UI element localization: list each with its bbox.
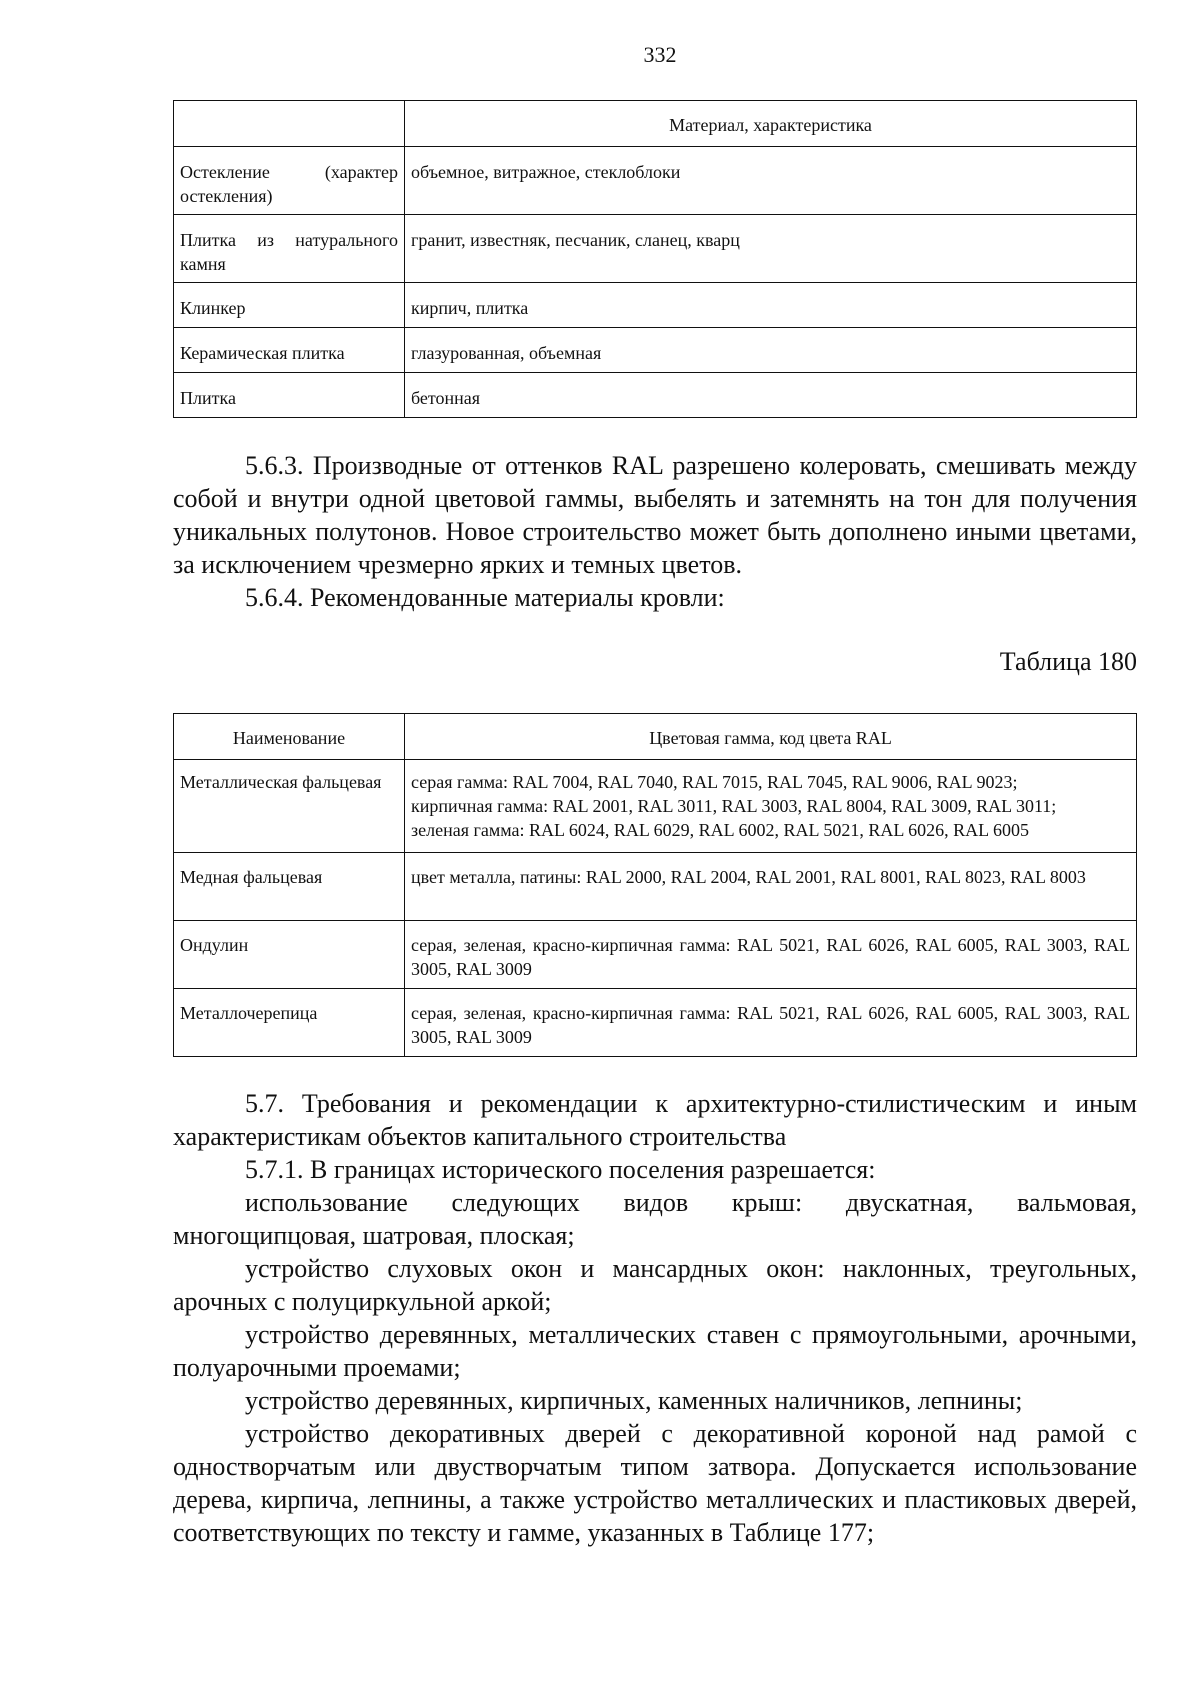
table-header-cell: Наименование xyxy=(174,714,405,760)
roofing-table xyxy=(173,713,1137,1057)
paragraph: 5.7.1. В границах исторического поселения разрешается: xyxy=(245,1155,876,1184)
table-row xyxy=(174,760,1137,853)
page-number: 332 xyxy=(643,42,677,67)
table-row xyxy=(174,215,1137,283)
table-cell-name: Клинкер xyxy=(174,283,405,328)
table-cell-name: Медная фальцевая xyxy=(174,853,405,921)
table-header-cell xyxy=(174,101,405,147)
table-row xyxy=(174,853,1137,921)
table-cell-name xyxy=(174,215,405,283)
cell-line: зеленая гамма: RAL 6024, RAL 6029, RAL 6002, RAL 5021, RAL 6026, RAL 6005 xyxy=(411,820,1029,840)
table-cell-name: Плитка xyxy=(174,373,405,418)
cell-line: серая гамма: RAL 7004, RAL 7040, RAL 7015, RAL 7045, RAL 9006, RAL 9023; xyxy=(411,772,1018,792)
table-row xyxy=(174,989,1137,1057)
table-cell-value: глазурованная, объемная xyxy=(405,328,1137,373)
cell-text: камня xyxy=(180,254,226,274)
table-cell-value: цвет металла, патины: RAL 2000, RAL 2004, RAL 2001, RAL 8001, RAL 8023, RAL 8003 xyxy=(405,853,1137,921)
cell-text: Плитка из натурального xyxy=(180,230,398,250)
table-cell-value: бетонная xyxy=(405,373,1137,418)
table-cell-name xyxy=(174,147,405,215)
table-row xyxy=(174,328,1137,373)
table-header-row xyxy=(174,714,1137,760)
paragraph: устройство декоративных дверей с декоративной короной над рамой с одностворчатым или двустворчатым типом затвора. Допускается использование дерева, кирпича, лепнины, а также устройство металлических и пластиковых дверей, соответствующих по тексту и гамме, указанных в Таблице 177; xyxy=(173,1419,1137,1547)
table-cell-value: кирпич, плитка xyxy=(405,283,1137,328)
table-cell-value xyxy=(405,760,1137,853)
table-cell-value: объемное, витражное, стеклоблоки xyxy=(405,147,1137,215)
cell-line: кирпичная гамма: RAL 2001, RAL 3011, RAL 3003, RAL 8004, RAL 3009, RAL 3011; xyxy=(411,796,1057,816)
paragraph: использование следующих видов крыш: двускатная, вальмовая, многощипцовая, шатровая, плоская; xyxy=(173,1188,1137,1250)
cell-text: остекления) xyxy=(180,186,273,206)
table-row xyxy=(174,147,1137,215)
section-heading: 5.7. Требования и рекомендации к архитектурно-стилистическим и иным характеристикам объектов капитального строительства xyxy=(173,1089,1137,1151)
table-row xyxy=(174,921,1137,989)
cell-text: (характер xyxy=(324,162,398,182)
table-cell-value: серая, зеленая, красно-кирпичная гамма: RAL 5021, RAL 6026, RAL 6005, RAL 3003, RAL 3005, RAL 3009 xyxy=(405,921,1137,989)
table-header-row xyxy=(174,101,1137,147)
table-header-cell: Цветовая гамма, код цвета RAL xyxy=(405,714,1137,760)
table-cell-name: Металлочерепица xyxy=(174,989,405,1057)
table-cell-value: гранит, известняк, песчаник, сланец, кварц xyxy=(405,215,1137,283)
table-row xyxy=(174,373,1137,418)
paragraph: устройство деревянных, металлических ставен с прямоугольными, арочными, полуарочными проемами; xyxy=(173,1320,1137,1382)
table-cell-name: Ондулин xyxy=(174,921,405,989)
table-row xyxy=(174,283,1137,328)
table-cell-value: серая, зеленая, красно-кирпичная гамма: RAL 5021, RAL 6026, RAL 6005, RAL 3003, RAL 3005, RAL 3009 xyxy=(405,989,1137,1057)
paragraph: 5.6.4. Рекомендованные материалы кровли: xyxy=(245,583,725,612)
table-header-cell: Материал, характеристика xyxy=(405,101,1137,147)
table-cell-name: Керамическая плитка xyxy=(174,328,405,373)
paragraph: 5.6.3. Производные от оттенков RAL разрешено колеровать, смешивать между собой и внутри одной цветовой гаммы, выбелять и затемнять на тон для получения уникальных полутонов. Новое строительство может быть дополнено иными цветами, за исключением чрезмерно ярких и темных цветов. xyxy=(173,451,1137,579)
paragraph: устройство деревянных, кирпичных, каменных наличников, лепнины; xyxy=(245,1386,1023,1415)
table-caption: Таблица 180 xyxy=(999,647,1137,676)
materials-table xyxy=(173,100,1137,418)
table-cell-name: Металлическая фальцевая xyxy=(174,760,405,853)
paragraph: устройство слуховых окон и мансардных окон: наклонных, треугольных, арочных с полуциркульной аркой; xyxy=(173,1254,1137,1316)
paragraph-block-b xyxy=(173,1087,1137,1549)
paragraph-block-a xyxy=(173,449,1137,614)
cell-text: Остекление xyxy=(180,162,270,182)
